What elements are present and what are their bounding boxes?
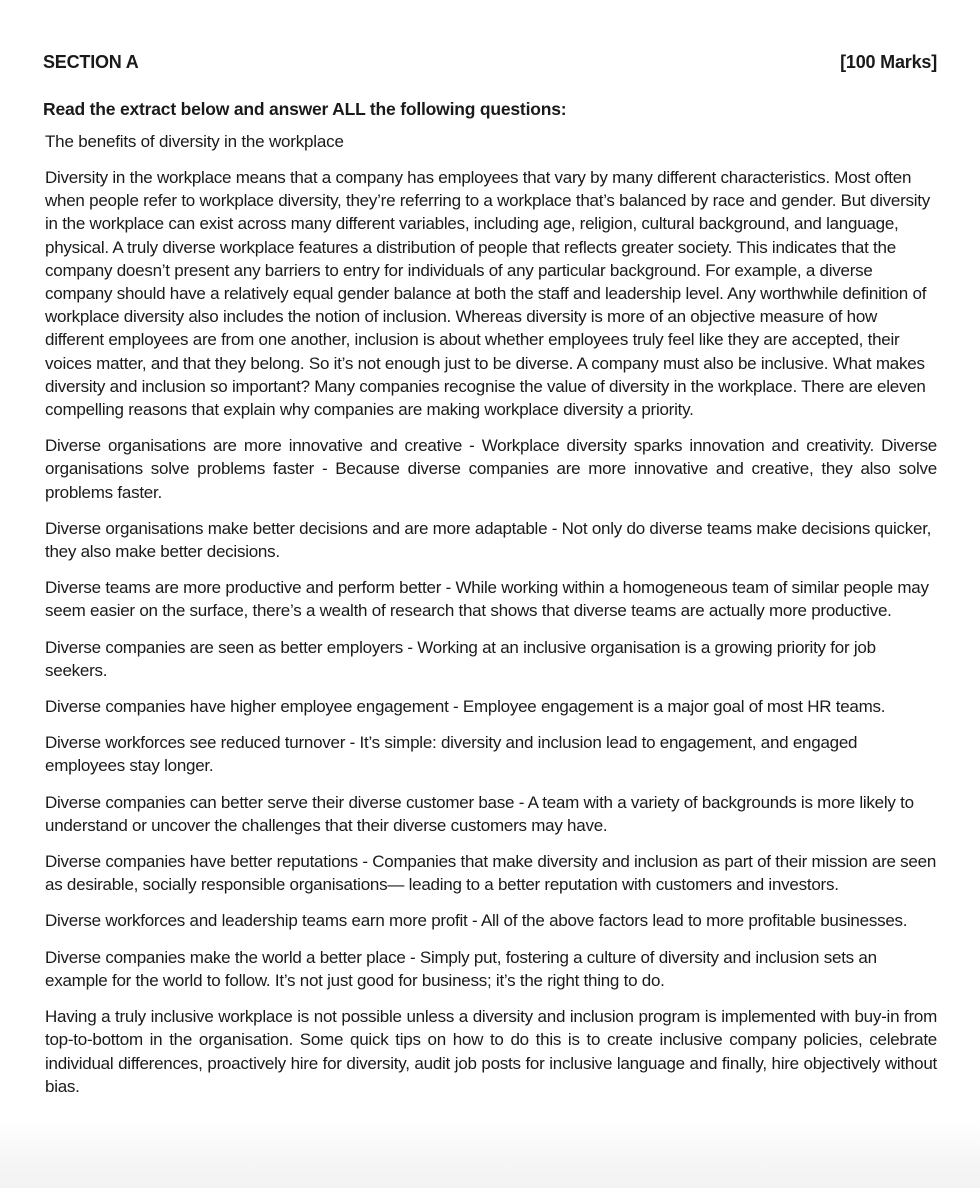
intro-paragraph: Diversity in the workplace means that a company has employees that vary by many different characteristics. Most often when people refer to workplace diversity, they’re referring to a workplace that’s balanced by race and gender. But diversity in the workplace can exist across many different variables, including age, religion, cultural background, and language, physical. A truly diverse workplace features a distribution of people that reflects greater society. This indicates that the company doesn’t present any barriers to entry for individuals of any particular background. For example, a diverse company should have a relatively equal gender balance at both the staff and leadership level. Any worthwhile definition of workplace diversity also includes the notion of inclusion. Whereas diversity is more of an objective measure of how different employees are from one another, inclusion is about whether employees truly feel like they are accepted, their voices matter, and that they belong. So it’s not enough just to be diverse. A company must also be inclusive. What makes diversity and inclusion so important? Many companies recognise the value of diversity in the workplace. There are eleven compelling reasons that explain why companies are making workplace diversity a priority. xyxy=(45,168,930,420)
benefit-paragraph: Diverse workforces and leadership teams earn more profit - All of the above factors lead to more profitable businesses. xyxy=(45,911,908,931)
benefit-paragraph: Diverse companies are seen as better employers - Working at an inclusive organisation is a growing priority for job seekers. xyxy=(45,637,876,680)
benefit-paragraph: Diverse companies can better serve their diverse customer base - A team with a variety of backgrounds is more likely to understand or uncover the challenges that their diverse customers may have. xyxy=(45,792,914,835)
marks-label: [100 Marks] xyxy=(840,52,937,72)
section-title: SECTION A xyxy=(43,52,139,72)
benefit-paragraph: Diverse organisations make better decisions and are more adaptable - Not only do diverse teams make decisions quicker, they also make better decisions. xyxy=(45,518,932,562)
benefit-paragraph: Diverse companies make the world a better place - Simply put, fostering a culture of diversity and inclusion sets an example for the world to follow. It’s not just good for business; it’s the right thing to do. xyxy=(45,947,877,990)
document-page xyxy=(45,52,937,1098)
benefit-paragraph: Diverse organisations are more innovative and creative - Workplace diversity sparks innovation and creativity. Diverse organisations solve problems faster - Because diverse companies are more innovative and creative, they also solve problems faster. xyxy=(45,436,937,502)
benefit-paragraph: Diverse companies have higher employee engagement - Employee engagement is a major goal of most HR teams. xyxy=(45,697,886,717)
section-header xyxy=(43,52,937,73)
extract-title: The benefits of diversity in the workplace xyxy=(45,132,344,151)
benefit-paragraph: Diverse workforces see reduced turnover - It’s simple: diversity and inclusion lead to engagement, and engaged employees stay longer. xyxy=(45,733,858,776)
benefit-paragraph: Diverse teams are more productive and perform better - While working within a homogeneous team of similar people may seem easier on the surface, there’s a wealth of research that shows that diverse teams are actually more productive. xyxy=(45,578,929,621)
conclusion-paragraph: Having a truly inclusive workplace is not possible unless a diversity and inclusion program is implemented with buy-in from top-to-bottom in the organisation. Some quick tips on how to do this is to create inclusive company policies, celebrate individual differences, proactively hire for diversity, audit job posts for inclusive language and finally, hire objectively without bias. xyxy=(45,1007,937,1096)
benefit-paragraph: Diverse companies have better reputations - Companies that make diversity and inclusion as part of their mission are seen as desirable, socially responsible organisations— leading to a better reputation with customers and investors. xyxy=(45,852,937,895)
instruction-text: Read the extract below and answer ALL the following questions: xyxy=(43,99,567,119)
page-bottom-shadow xyxy=(0,1118,980,1188)
